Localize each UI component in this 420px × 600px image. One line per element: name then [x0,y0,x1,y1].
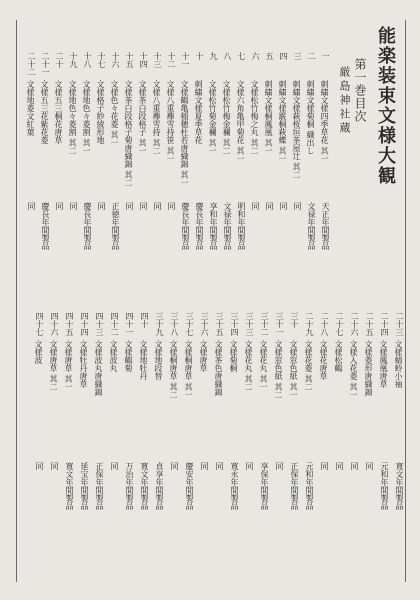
entry-title: 文様牡丹唐草 [79,340,88,388]
entry-number: 六 [251,52,260,60]
entry-title: 文様花丸 其二 [244,340,253,391]
entry-number: 三十七 [185,312,194,336]
entry-period: 同 [69,202,78,210]
entry-title: 刺繍文様夏季草花 [194,80,203,144]
entry-period: 慶長年間製品 [41,202,50,250]
entry-title: 文様地牡丹 [139,340,148,380]
entry-period: 同 [35,462,44,470]
entry-number: 三十 [290,312,299,328]
entry-title: 文様菊桐 [229,340,238,372]
entry-number: 四十四 [80,312,89,336]
entry-title: 文様松竹菊金襴 其一 [208,80,217,155]
entry-number: 八 [223,52,232,60]
entry-period: 同 [55,202,64,210]
entry-number: 二十九 [305,312,314,336]
entry-title: 刺繍文様萩桜垣茶屋辻 其二 [292,80,301,179]
entry-number: 二十五 [365,312,374,336]
toc-bottom-row [334,312,347,582]
toc-top-row [40,52,53,322]
entry-number: 五 [265,52,274,60]
entry-period: 同 [215,462,224,470]
entry-period: 享和年間製品 [209,202,218,250]
toc-bottom-row [379,312,392,582]
entry-number: 十五 [125,52,134,68]
entry-period: 明和年間製品 [237,202,246,250]
entry-number: 三十二 [260,312,269,336]
entry-period: 寛文年間製品 [140,462,149,510]
entry-title: 文様松竹梅之丸 其二 [250,80,259,155]
entry-title: 文様茶白段格子 其一 [138,80,147,155]
entry-title: 文様六角亀甲菊花 其一 [236,80,245,163]
entry-period: 同 [365,462,374,470]
entry-number: 二十二 [27,52,36,76]
toc-top-row [250,52,263,322]
entry-title: 文様八重襷雪持 其二 [152,80,161,155]
entry-title: 刺繍文様霰桐萩蝶 其一 [278,80,287,163]
toc-bottom-row [139,312,152,582]
entry-title: 文様地菱文紅葉 [26,80,35,136]
entry-period: 延宝年間製品 [80,462,89,510]
entry-title: 文様鶴亀稲穂杜若唐織錦 其一 [180,80,189,187]
entry-number: 十六 [111,52,120,68]
toc-bottom-row [394,312,407,582]
entry-title: 文様花丸 其一 [259,340,268,391]
entry-number: 四 [279,52,288,60]
entry-title: 文様茶色唐織錦 [214,340,223,396]
entry-period: 享保年間製品 [260,462,269,510]
entry-number: 二十七 [335,312,344,336]
entry-number: 十七 [97,52,106,68]
toc-top-row [124,52,137,322]
entry-period: 同 [265,202,274,210]
entry-title: 文様松鶴 [334,340,343,372]
toc-bottom-row [199,312,212,582]
entry-period: 同 [200,462,209,470]
toc-top-row [54,52,67,322]
entry-number: 三十五 [215,312,224,336]
toc-bottom-row [364,312,377,582]
entry-number: 二十三 [395,312,404,336]
toc-bottom-row [79,312,92,582]
toc-bottom-row [349,312,362,582]
entry-period: 同 [27,202,36,210]
entry-period: 貞享年間製品 [155,462,164,510]
toc-top-row [110,52,123,322]
toc-bottom-row [34,312,47,582]
toc-top-row [96,52,109,322]
entry-period: 万治年間製品 [125,462,134,510]
entry-period: 同 [251,202,260,210]
toc-top-row [264,52,277,322]
entry-period: 同 [279,202,288,210]
entry-period: 正保年間製品 [95,462,104,510]
entry-period: 天正年間製品 [321,202,330,250]
toc-top-row [306,52,319,322]
entry-period: 同 [350,462,359,470]
entry-title: 文様蜻蛉小袖 [394,340,403,388]
toc-bottom-row [154,312,167,582]
volume-subtitle: 第一巻目次 [353,58,367,123]
entry-period: 同 [167,202,176,210]
entry-period: 同 [50,462,59,470]
toc-bottom-row [274,312,287,582]
entry-number: 四十七 [35,312,44,336]
entry-title: 文様鶴菊 [124,340,133,372]
entry-number: 三十一 [275,312,284,336]
entry-period: 同 [139,202,148,210]
entry-number: 七 [237,52,246,60]
entry-number: 二 [307,52,316,60]
entry-number: 十四 [139,52,148,68]
entry-period: 同 [245,462,254,470]
toc-bottom-row [49,312,62,582]
toc-bottom-row [124,312,137,582]
toc-bottom-row [94,312,107,582]
entry-period: 正保年間製品 [290,462,299,510]
entry-number: 三十四 [230,312,239,336]
toc-top-row [152,52,165,322]
entry-number: 二十八 [320,312,329,336]
toc-bottom-row [169,312,182,582]
toc-bottom-row [304,312,317,582]
entry-number: 三 [293,52,302,60]
entry-title: 文様桐唐草 其二 [169,340,178,399]
entry-period: 慶長年間製品 [83,202,92,250]
entry-number: 三十三 [245,312,254,336]
entry-number: 十二 [167,52,176,68]
entry-number: 四十二 [110,312,119,336]
entry-period: 同 [153,202,162,210]
toc-bottom-row [319,312,332,582]
entry-title: 文様八重襷雪持笹 其一 [166,80,175,163]
entry-period: 元和年間製品 [380,462,389,510]
book-title: 能楽装束文様大観 [375,26,396,186]
toc-bottom-row [229,312,242,582]
entry-period: 同 [125,202,134,210]
entry-number: 三十九 [155,312,164,336]
entry-title: 文様松竹梅金襴 其二 [222,80,231,155]
toc-bottom-row [184,312,197,582]
toc-bottom-row [109,312,122,582]
entry-title: 刺繍文様菊桐 織出し [306,80,315,155]
entry-title: 文様茶白段格子菊唐織錦 其二 [124,80,133,187]
entry-title: 文様色々花菱 其一 [110,80,119,147]
entry-number: 十九 [69,52,78,68]
entry-period: 同 [275,462,284,470]
entry-period: 慶長年間製品 [181,202,190,250]
entry-number: 二十四 [380,312,389,336]
entry-title: 文様地色々菱割 其一 [82,80,91,155]
entry-number: 九 [209,52,218,60]
entry-period: 同 [97,202,106,210]
toc-top-row [82,52,95,322]
entry-period: 寛文年間製品 [65,462,74,510]
entry-title: 刺繍文様四季草花 其一 [320,80,329,163]
entry-period: 正徳年間製品 [111,202,120,250]
toc-top-row [68,52,81,322]
toc-bottom-row [64,312,77,582]
entry-title: 文様窓色紙 其二 [274,340,283,399]
entry-number: 十三 [153,52,162,68]
toc-top-row [292,52,305,322]
entry-period: 同 [320,462,329,470]
entry-period: 文禄年間製品 [307,202,316,250]
toc-top-row [194,52,207,322]
entry-period: 同 [335,462,344,470]
toc-top-row [138,52,151,322]
entry-title: 文様桐唐草 其一 [184,340,193,399]
entry-title: 文様菱形唐織錦 [364,340,373,396]
entry-period: 慶安年間製品 [185,462,194,510]
entry-title: 文様入花菱 其一 [349,340,358,399]
entry-number: 二十六 [350,312,359,336]
entry-number: 十一 [181,52,190,68]
entry-title: 文様波丸唐織錦 [94,340,103,396]
entry-number: 一 [321,52,330,60]
toc-top-row [236,52,249,322]
entry-title: 文様窓色紙 其一 [289,340,298,399]
entry-number: 四十五 [65,312,74,336]
entry-title: 文様波 [34,340,43,364]
collection-owner: 厳島神社蔵 [338,66,351,136]
entry-number: 四十 [140,312,149,328]
entry-period: 文禄年間製品 [223,202,232,250]
toc-top-row [320,52,333,322]
entry-title: 文様五三花紫花菱 [40,80,49,144]
toc-top-row [278,52,291,322]
entry-period: 寛文年間製品 [395,462,404,510]
entry-title: 文様格子紗綾形地 [96,80,105,144]
entry-title: 文様五三桐花唐草 [54,80,63,144]
entry-title: 文様唐草 其二 [49,340,58,391]
entry-title: 文様地色々菱割 其二 [68,80,77,155]
entry-title: 文様唐草 其一 [64,340,73,391]
entry-number: 四十六 [50,312,59,336]
toc-bottom-row [289,312,302,582]
toc-bottom-row [214,312,227,582]
entry-title: 文様唐草 [199,340,208,372]
entry-number: 十八 [83,52,92,68]
entry-title: 文様鳳凰唐草 [379,340,388,388]
toc-bottom-row [259,312,272,582]
entry-period: 同 [293,202,302,210]
entry-title: 刺繍文様桐鳳凰 其一 [264,80,273,155]
toc-bottom-row [244,312,257,582]
entry-title: 文様地段替 [154,340,163,380]
entry-number: 二十一 [41,52,50,76]
entry-period: 慶長年間製品 [195,202,204,250]
entry-number: 四十三 [95,312,104,336]
entry-number: 四十一 [125,312,134,336]
toc-top-row [222,52,235,322]
entry-title: 文様波丸 [109,340,118,372]
entry-period: 同 [110,462,119,470]
entry-title: 文様花菱 其二 [304,340,313,391]
entry-number: 三十六 [200,312,209,336]
entry-period: 寛永年間製品 [230,462,239,510]
entry-period: 同 [170,462,179,470]
entry-title: 文様花唐草 [319,340,328,380]
toc-top-row [208,52,221,322]
entry-number: 十 [195,52,204,60]
entry-number: 二十 [55,52,64,68]
entry-period: 元和年間製品 [305,462,314,510]
toc-top-row [26,52,39,322]
toc-top-row [180,52,193,322]
entry-number: 三十八 [170,312,179,336]
toc-top-row [166,52,179,322]
